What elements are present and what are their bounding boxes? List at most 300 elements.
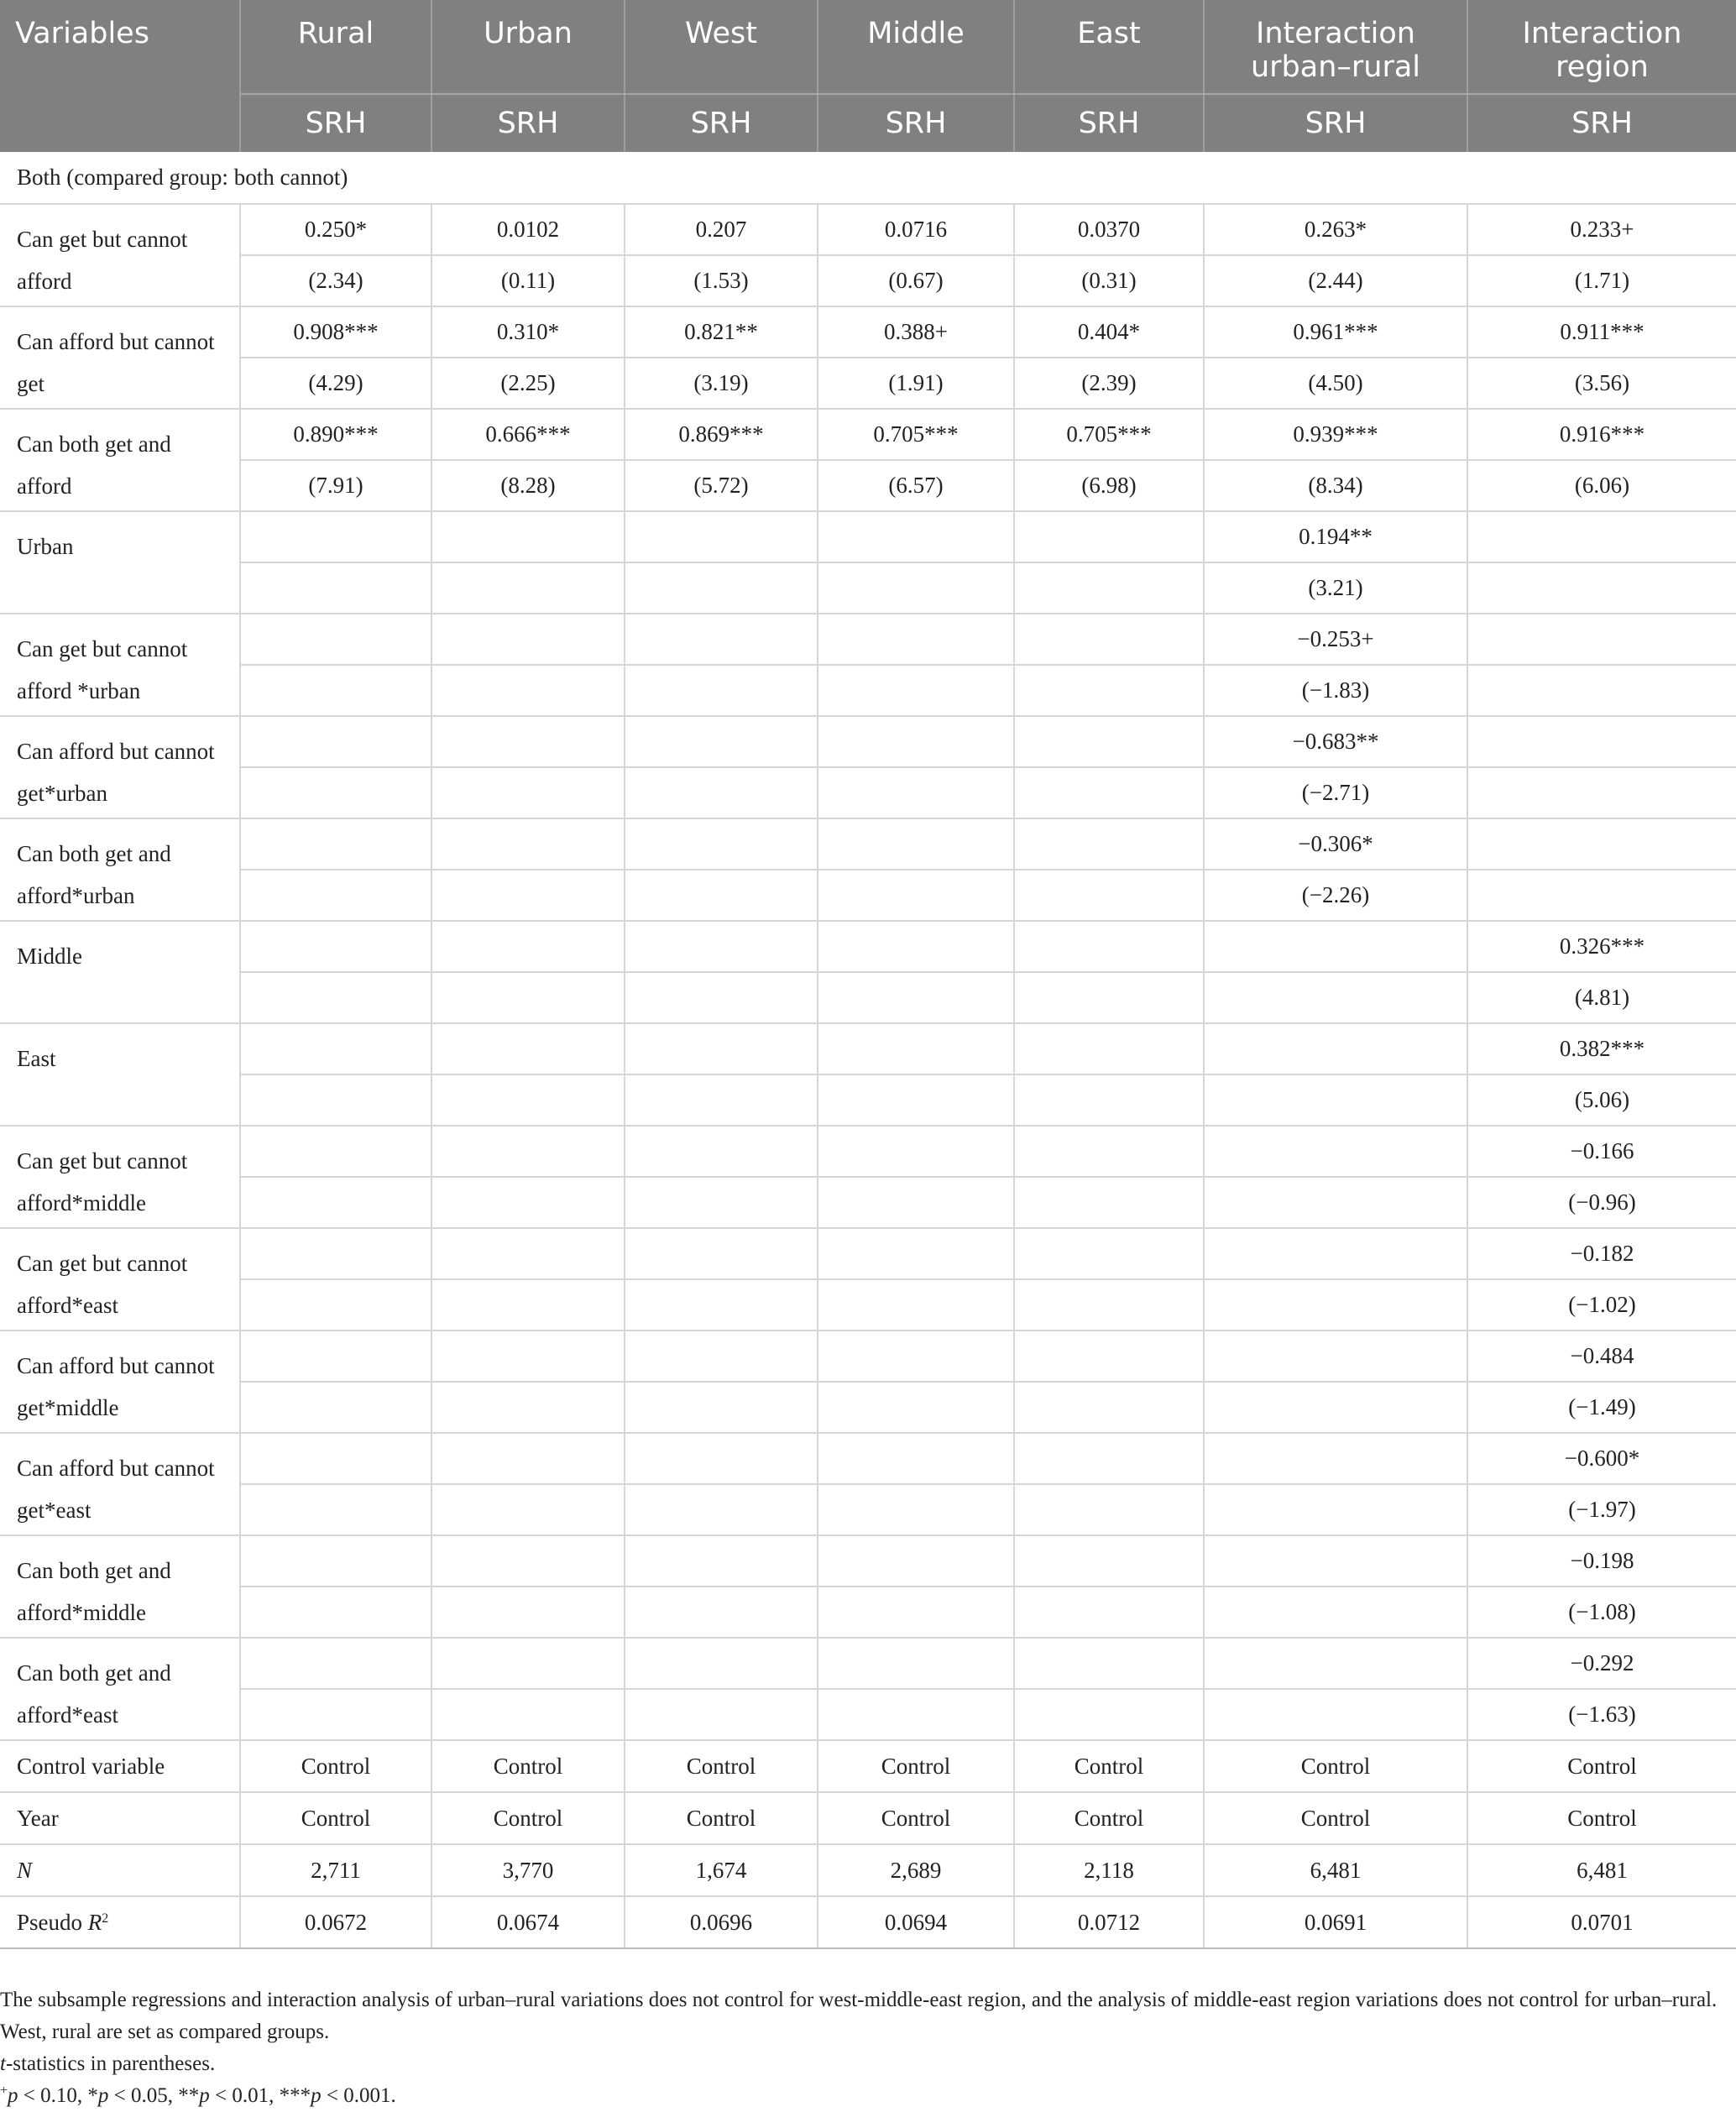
tstat-cell	[1204, 1587, 1467, 1638]
tstat-cell	[1014, 562, 1204, 614]
coef-cell: −0.182	[1467, 1228, 1736, 1279]
coef-cell	[625, 818, 818, 870]
tstat-row	[0, 972, 1736, 1023]
header-col-interaction-urban-rural	[1204, 0, 1467, 94]
tstat-cell	[818, 665, 1014, 716]
summary-cell: 0.0712	[1014, 1896, 1204, 1948]
coef-cell: 0.194**	[1204, 511, 1467, 562]
coef-row	[0, 921, 1736, 972]
tstat-row	[0, 1587, 1736, 1638]
tstat-cell	[1204, 1382, 1467, 1433]
coef-cell	[431, 1433, 625, 1484]
coef-row	[0, 204, 1736, 255]
tstat-cell	[1014, 665, 1204, 716]
coef-cell: 0.0370	[1014, 204, 1204, 255]
tstat-cell: (2.25)	[431, 358, 625, 409]
summary-cell: Control	[431, 1740, 625, 1792]
subheader-srh: SRH	[431, 94, 625, 152]
coef-cell	[240, 921, 431, 972]
coef-cell: −0.484	[1467, 1330, 1736, 1382]
header-row	[0, 0, 1736, 94]
tstat-cell: (−2.26)	[1204, 870, 1467, 921]
coef-cell	[1467, 716, 1736, 767]
coef-cell	[1014, 614, 1204, 665]
tstat-cell: (−0.96)	[1467, 1177, 1736, 1228]
coef-cell	[818, 921, 1014, 972]
tstat-cell	[1014, 1074, 1204, 1126]
summary-cell: Control	[1204, 1792, 1467, 1844]
coef-row	[0, 1228, 1736, 1279]
row-label: Middle	[0, 921, 240, 1023]
row-label: Can both get and afford	[0, 409, 240, 511]
coef-cell	[1204, 1126, 1467, 1177]
tstat-cell	[1014, 1689, 1204, 1740]
tstat-cell	[818, 1587, 1014, 1638]
tstat-cell	[240, 562, 431, 614]
summary-cell: Control	[1014, 1740, 1204, 1792]
coef-cell: 0.250*	[240, 204, 431, 255]
tstat-cell	[1014, 1587, 1204, 1638]
tstat-cell	[1467, 665, 1736, 716]
tstat-cell: (3.19)	[625, 358, 818, 409]
coef-cell	[240, 1330, 431, 1382]
row-label: Can afford but cannot get*middle	[0, 1330, 240, 1433]
tstat-cell	[240, 972, 431, 1023]
coef-cell: 0.911***	[1467, 306, 1736, 358]
coef-cell	[818, 511, 1014, 562]
tstat-row	[0, 1484, 1736, 1535]
tstat-cell	[240, 870, 431, 921]
row-label: Can afford but cannot get*east	[0, 1433, 240, 1535]
tstat-cell	[818, 1689, 1014, 1740]
coef-cell	[818, 716, 1014, 767]
tstat-cell	[1204, 1689, 1467, 1740]
tstat-cell: (−1.97)	[1467, 1484, 1736, 1535]
tstat-cell	[431, 1382, 625, 1433]
tstat-row	[0, 665, 1736, 716]
coef-row	[0, 409, 1736, 460]
coef-cell	[431, 511, 625, 562]
tstat-cell	[1014, 1382, 1204, 1433]
summary-cell: 2,689	[818, 1844, 1014, 1896]
tstat-row	[0, 1177, 1736, 1228]
tstat-cell: (−1.83)	[1204, 665, 1467, 716]
header-col-rural: Rural	[240, 0, 431, 94]
coef-cell	[1204, 1330, 1467, 1382]
coef-cell	[1014, 1535, 1204, 1587]
coef-cell	[431, 716, 625, 767]
tstat-cell	[1204, 1177, 1467, 1228]
coef-cell	[240, 1433, 431, 1484]
tstat-cell: (6.98)	[1014, 460, 1204, 511]
coef-cell	[625, 1535, 818, 1587]
coef-cell	[240, 716, 431, 767]
coef-cell: 0.310*	[431, 306, 625, 358]
coef-row	[0, 614, 1736, 665]
coef-cell	[431, 1330, 625, 1382]
tstat-cell: (3.21)	[1204, 562, 1467, 614]
tstat-cell	[1204, 1279, 1467, 1330]
tstat-cell	[240, 1279, 431, 1330]
summary-row-label-text: Pseudo R	[17, 1909, 102, 1935]
tstat-row	[0, 358, 1736, 409]
tstat-cell	[240, 767, 431, 818]
tstat-cell	[625, 562, 818, 614]
tstat-cell	[1467, 870, 1736, 921]
coef-cell	[818, 614, 1014, 665]
header-col-middle: Middle	[818, 0, 1014, 94]
coef-cell: −0.253+	[1204, 614, 1467, 665]
tstat-cell: (5.06)	[1467, 1074, 1736, 1126]
tstat-cell: (−1.63)	[1467, 1689, 1736, 1740]
tstat-cell	[431, 562, 625, 614]
coef-cell	[431, 1638, 625, 1689]
coef-cell	[1014, 1330, 1204, 1382]
coef-cell	[240, 1638, 431, 1689]
row-label: Can both get and afford*middle	[0, 1535, 240, 1638]
row-label: East	[0, 1023, 240, 1126]
coef-cell: 0.916***	[1467, 409, 1736, 460]
subheader-srh: SRH	[1204, 94, 1467, 152]
row-label: Can both get and afford*east	[0, 1638, 240, 1740]
summary-cell: Control	[818, 1792, 1014, 1844]
tstat-cell: (5.72)	[625, 460, 818, 511]
tstat-cell: (8.28)	[431, 460, 625, 511]
tstat-cell	[431, 665, 625, 716]
coef-cell	[1014, 716, 1204, 767]
tstat-cell	[1204, 972, 1467, 1023]
tstat-cell	[818, 562, 1014, 614]
header-col-interaction-region	[1467, 0, 1736, 94]
coef-cell	[818, 1228, 1014, 1279]
coef-cell: 0.0102	[431, 204, 625, 255]
coef-cell: −0.683**	[1204, 716, 1467, 767]
tstat-cell	[818, 1484, 1014, 1535]
tstat-cell: (−2.71)	[1204, 767, 1467, 818]
coef-row	[0, 1638, 1736, 1689]
coef-cell: 0.961***	[1204, 306, 1467, 358]
header-variables: Variables	[0, 0, 240, 152]
header-col-interaction-urban-rural-text: Interaction urban–rural	[1250, 17, 1421, 84]
group-label-row	[0, 152, 1736, 204]
tstat-cell	[431, 1177, 625, 1228]
summary-row	[0, 1792, 1736, 1844]
note-threshold: < 0.05, **	[108, 2084, 200, 2107]
coef-cell	[625, 1330, 818, 1382]
row-label: Can get but cannot afford*middle	[0, 1126, 240, 1228]
tstat-row	[0, 460, 1736, 511]
tstat-cell	[625, 972, 818, 1023]
coef-cell	[1014, 1023, 1204, 1074]
tstat-row	[0, 870, 1736, 921]
summary-cell: 0.0674	[431, 1896, 625, 1948]
coef-cell	[1204, 1638, 1467, 1689]
coef-cell	[431, 1535, 625, 1587]
tstat-cell: (6.06)	[1467, 460, 1736, 511]
coef-cell	[240, 614, 431, 665]
summary-row	[0, 1844, 1736, 1896]
note-threshold: < 0.001.	[321, 2084, 396, 2107]
subheader-srh: SRH	[625, 94, 818, 152]
summary-row	[0, 1896, 1736, 1948]
coef-cell	[818, 1023, 1014, 1074]
summary-row-label	[0, 1792, 240, 1844]
coef-cell: 0.705***	[818, 409, 1014, 460]
tstat-cell: (0.67)	[818, 255, 1014, 306]
coef-cell	[625, 716, 818, 767]
tstat-cell	[240, 1587, 431, 1638]
summary-cell: Control	[818, 1740, 1014, 1792]
row-label: Can both get and afford*urban	[0, 818, 240, 921]
coef-cell	[431, 1126, 625, 1177]
note-p-symbol: p	[8, 2084, 18, 2107]
coef-cell	[431, 614, 625, 665]
coef-cell: −0.600*	[1467, 1433, 1736, 1484]
coef-row	[0, 1330, 1736, 1382]
note-p-symbol: p	[311, 2084, 322, 2107]
tstat-cell	[625, 1382, 818, 1433]
tstat-cell	[1467, 767, 1736, 818]
tstat-row	[0, 1279, 1736, 1330]
coef-row	[0, 1023, 1736, 1074]
summary-cell: Control	[1014, 1792, 1204, 1844]
coef-cell	[240, 1126, 431, 1177]
tstat-cell	[240, 1689, 431, 1740]
coef-cell	[625, 1433, 818, 1484]
note-significance	[0, 2080, 1729, 2112]
group-label: Both (compared group: both cannot)	[0, 152, 1736, 204]
tstat-cell	[431, 1689, 625, 1740]
tstat-row	[0, 255, 1736, 306]
tstat-row	[0, 767, 1736, 818]
summary-cell: 6,481	[1467, 1844, 1736, 1896]
summary-row-label	[0, 1740, 240, 1792]
tstat-cell: (8.34)	[1204, 460, 1467, 511]
tstat-cell	[818, 1382, 1014, 1433]
summary-cell: Control	[1467, 1740, 1736, 1792]
coef-cell	[1204, 1433, 1467, 1484]
coef-cell	[625, 1126, 818, 1177]
summary-cell: Control	[240, 1792, 431, 1844]
summary-row	[0, 1740, 1736, 1792]
tstat-cell: (−1.02)	[1467, 1279, 1736, 1330]
coef-cell	[1467, 818, 1736, 870]
tstat-row	[0, 1689, 1736, 1740]
coef-cell	[431, 921, 625, 972]
tstat-cell	[625, 1279, 818, 1330]
coef-cell	[1204, 1228, 1467, 1279]
tstat-cell	[818, 972, 1014, 1023]
note-controls: The subsample regressions and interaction analysis of urban–rural variations does not control for west-middle-east region, and the analysis of middle-east region variations does not control for urban–rural. West, rural are set as compared groups.	[0, 1989, 1718, 2043]
summary-cell: Control	[431, 1792, 625, 1844]
tstat-cell	[1014, 767, 1204, 818]
header-col-urban: Urban	[431, 0, 625, 94]
header-col-west: West	[625, 0, 818, 94]
tstat-cell: (7.91)	[240, 460, 431, 511]
coef-cell: 0.388+	[818, 306, 1014, 358]
summary-row-label	[0, 1896, 240, 1948]
coef-cell: 0.207	[625, 204, 818, 255]
summary-cell: Control	[1467, 1792, 1736, 1844]
coef-cell	[240, 511, 431, 562]
row-label: Can get but cannot afford *urban	[0, 614, 240, 716]
coef-cell	[625, 1638, 818, 1689]
summary-cell: Control	[1204, 1740, 1467, 1792]
tstat-cell: (3.56)	[1467, 358, 1736, 409]
header-col-interaction-region-text: Interaction region	[1522, 17, 1682, 84]
tstat-cell	[240, 1382, 431, 1433]
coef-cell	[240, 1228, 431, 1279]
tstat-cell	[1014, 1484, 1204, 1535]
tstat-row	[0, 1074, 1736, 1126]
row-label: Can get but cannot afford*east	[0, 1228, 240, 1330]
coef-cell	[1014, 1228, 1204, 1279]
coef-cell	[1204, 921, 1467, 972]
tstat-cell: (1.91)	[818, 358, 1014, 409]
subheader-srh: SRH	[818, 94, 1014, 152]
tstat-cell	[1014, 1279, 1204, 1330]
coef-cell	[431, 1023, 625, 1074]
coef-cell	[1014, 1433, 1204, 1484]
tstat-cell: (1.71)	[1467, 255, 1736, 306]
coef-row	[0, 306, 1736, 358]
tstat-cell	[431, 1587, 625, 1638]
coef-cell	[1014, 1638, 1204, 1689]
coef-cell	[1204, 1023, 1467, 1074]
summary-cell: 0.0694	[818, 1896, 1014, 1948]
note-t-symbol: t	[0, 2052, 6, 2075]
summary-cell: 0.0701	[1467, 1896, 1736, 1948]
tstat-cell	[1014, 1177, 1204, 1228]
tstat-cell	[818, 1074, 1014, 1126]
tstat-cell	[431, 767, 625, 818]
tstat-cell	[625, 1074, 818, 1126]
note-p-symbol: p	[97, 2084, 109, 2107]
tstat-cell: (−1.49)	[1467, 1382, 1736, 1433]
coef-cell: 0.382***	[1467, 1023, 1736, 1074]
tstat-cell: (1.53)	[625, 255, 818, 306]
coef-cell	[1467, 511, 1736, 562]
coef-cell: 0.666***	[431, 409, 625, 460]
tstat-cell	[625, 665, 818, 716]
tstat-cell	[625, 767, 818, 818]
coef-cell	[1014, 818, 1204, 870]
tstat-cell	[240, 1484, 431, 1535]
coef-cell	[431, 1228, 625, 1279]
coef-cell	[625, 1023, 818, 1074]
tstat-cell	[818, 870, 1014, 921]
coef-cell	[818, 1535, 1014, 1587]
subheader-srh: SRH	[1014, 94, 1204, 152]
tstat-cell	[1014, 972, 1204, 1023]
summary-cell: Control	[240, 1740, 431, 1792]
coef-cell: 0.404*	[1014, 306, 1204, 358]
tstat-cell	[431, 1074, 625, 1126]
summary-cell: 0.0696	[625, 1896, 818, 1948]
tstat-cell	[240, 665, 431, 716]
summary-row-label-text: Control variable	[17, 1753, 165, 1779]
summary-cell: 0.0691	[1204, 1896, 1467, 1948]
coef-cell	[625, 511, 818, 562]
coef-cell	[818, 1330, 1014, 1382]
coef-cell	[818, 1126, 1014, 1177]
header-col-east: East	[1014, 0, 1204, 94]
coef-row	[0, 1433, 1736, 1484]
tstat-cell: (0.31)	[1014, 255, 1204, 306]
coef-cell	[1014, 1126, 1204, 1177]
coef-cell: −0.306*	[1204, 818, 1467, 870]
tstat-cell: (0.11)	[431, 255, 625, 306]
tstat-cell	[625, 870, 818, 921]
coef-cell: −0.166	[1467, 1126, 1736, 1177]
summary-cell: 2,711	[240, 1844, 431, 1896]
coef-cell	[240, 818, 431, 870]
note-tstat	[0, 2048, 1729, 2080]
tstat-cell: (−1.08)	[1467, 1587, 1736, 1638]
coef-cell	[1014, 511, 1204, 562]
coef-cell: 0.0716	[818, 204, 1014, 255]
tstat-cell: (6.57)	[818, 460, 1014, 511]
tstat-cell: (2.34)	[240, 255, 431, 306]
coef-cell	[818, 1433, 1014, 1484]
coef-cell	[240, 1535, 431, 1587]
tstat-cell	[431, 870, 625, 921]
summary-cell: Control	[625, 1792, 818, 1844]
tstat-cell: (2.39)	[1014, 358, 1204, 409]
coef-cell	[1014, 921, 1204, 972]
tstat-cell	[1014, 870, 1204, 921]
summary-cell: 2,118	[1014, 1844, 1204, 1896]
row-label: Can afford but cannot get	[0, 306, 240, 409]
tstat-cell	[240, 1177, 431, 1228]
coef-cell	[431, 818, 625, 870]
subheader-srh: SRH	[240, 94, 431, 152]
superscript: 2	[102, 1911, 109, 1926]
tstat-cell	[1467, 562, 1736, 614]
coef-cell: 0.939***	[1204, 409, 1467, 460]
tstat-cell	[625, 1587, 818, 1638]
coef-cell: 0.705***	[1014, 409, 1204, 460]
tstat-cell: (2.44)	[1204, 255, 1467, 306]
coef-cell: 0.908***	[240, 306, 431, 358]
coef-cell: 0.263*	[1204, 204, 1467, 255]
summary-cell: 0.0672	[240, 1896, 431, 1948]
summary-row-label-text: N	[17, 1857, 33, 1883]
tstat-cell	[818, 767, 1014, 818]
summary-cell: 3,770	[431, 1844, 625, 1896]
tstat-cell	[240, 1074, 431, 1126]
table-notes	[0, 1984, 1729, 2112]
note-threshold: < 0.10, *	[18, 2084, 98, 2107]
tstat-cell	[431, 1279, 625, 1330]
summary-row-label-text: Year	[17, 1805, 59, 1831]
coef-cell	[1467, 614, 1736, 665]
note-p-symbol: p	[199, 2084, 210, 2107]
coef-cell	[625, 921, 818, 972]
coef-cell: 0.890***	[240, 409, 431, 460]
coef-cell	[818, 818, 1014, 870]
coef-cell	[625, 614, 818, 665]
coef-row	[0, 818, 1736, 870]
summary-cell: 1,674	[625, 1844, 818, 1896]
summary-cell: 6,481	[1204, 1844, 1467, 1896]
coef-cell	[240, 1023, 431, 1074]
coef-cell: 0.326***	[1467, 921, 1736, 972]
note-plus-symbol: +	[0, 2083, 8, 2098]
tstat-row	[0, 562, 1736, 614]
note-threshold: < 0.01, ***	[209, 2084, 311, 2107]
coef-cell	[1204, 1535, 1467, 1587]
